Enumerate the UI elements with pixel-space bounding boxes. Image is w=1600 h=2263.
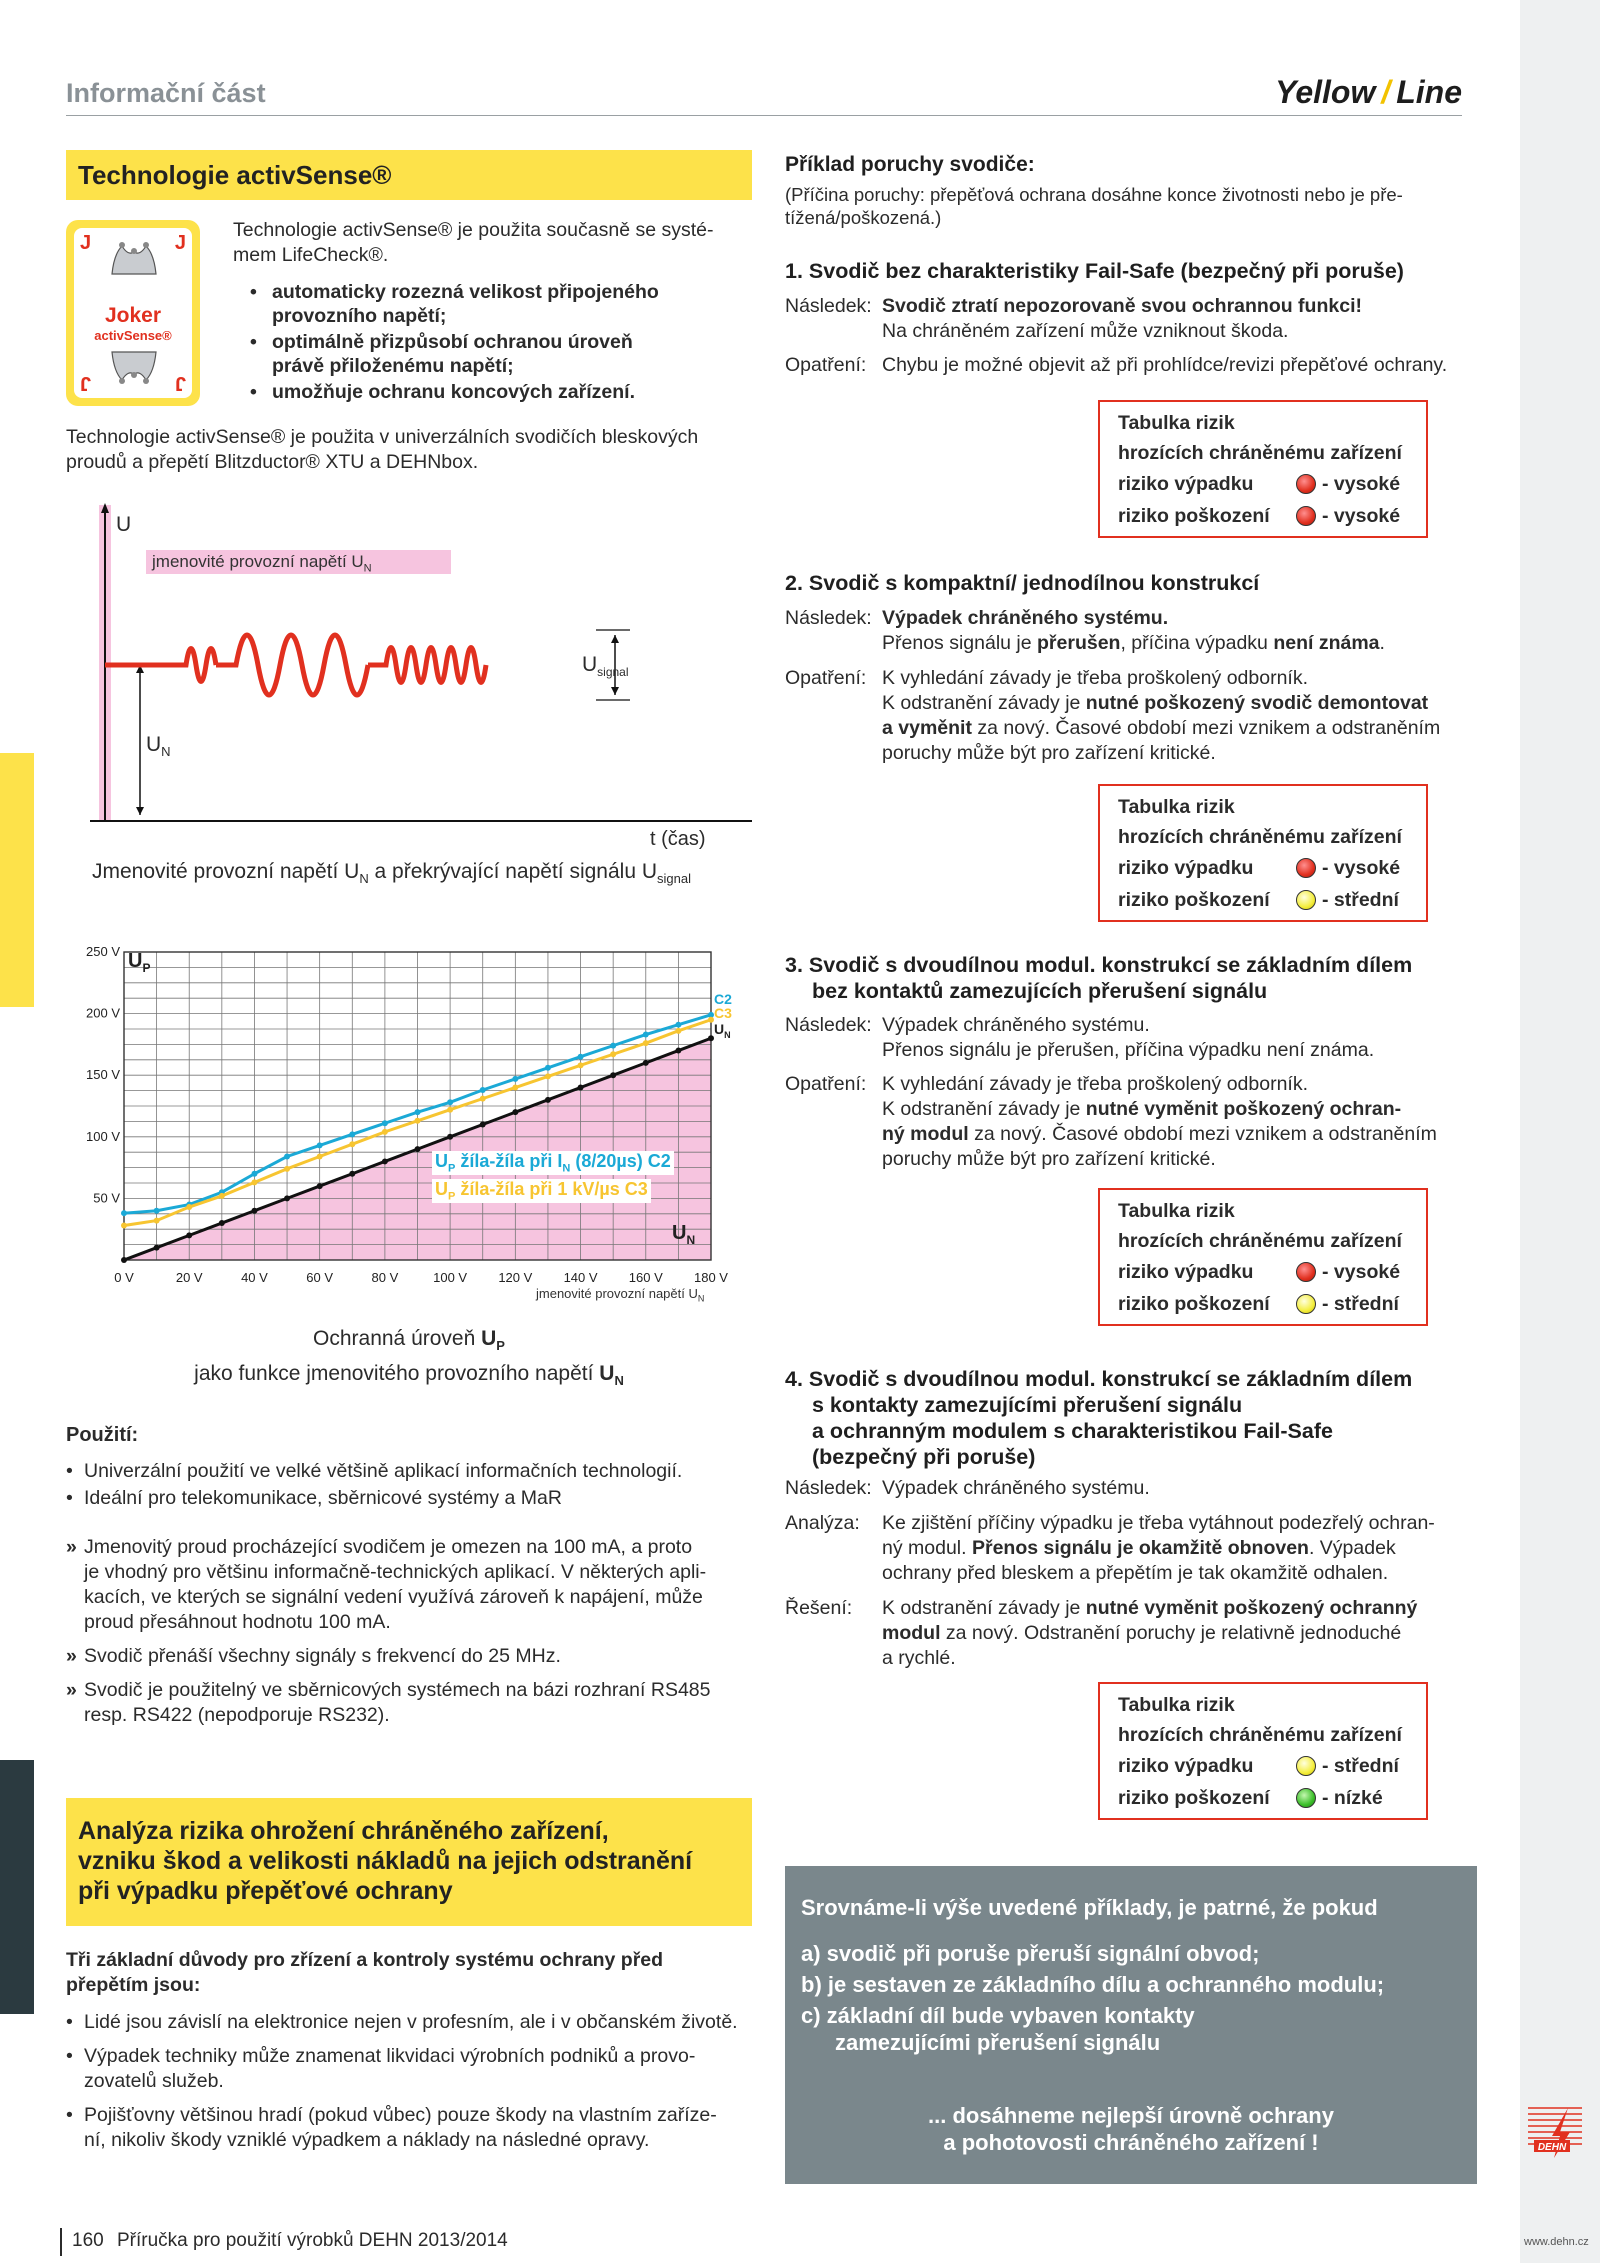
uses-item: • Ideální pro telekomunikace, sběrnicové systémy a MaR [66, 1487, 562, 1509]
risk-row-damage: riziko poškození - vysoké [1118, 505, 1401, 527]
usage-text: Technologie activSense® je použita v univerzálních svodičích bleskových proudů a přepětí Blitzductor® XTU a DEHNbox. [66, 426, 699, 473]
s3-measure-1: K vyhledání závady je třeba proškolený odborník. [882, 1073, 1309, 1095]
note-item: » Jmenovitý proud procházející svodičem je omezen na 100 mA, a proto je vhodný pro většinu informačně-technických aplikací. V některých apli- kacích, ve kterých se signální vedení využívá zároveň k napájení, může proud přesáhnout hodnotu 100 mA. [66, 1536, 707, 1633]
reasons-title: Tři základní důvody pro zřízení a kontroly systému ochrany před přepětím jsou: [66, 1949, 664, 1996]
data-point-c3 [610, 1051, 616, 1057]
joker-name: Joker [104, 304, 162, 327]
activsense-title: Technologie activSense® [66, 150, 752, 200]
data-point-c3 [643, 1040, 649, 1046]
data-point-c3 [512, 1085, 518, 1091]
intro-line: mem LifeCheck®. [233, 244, 389, 266]
data-point-c3 [121, 1223, 127, 1229]
x-tick-label: 80 V [371, 1270, 399, 1285]
label-nasledek: Následek: [785, 1014, 872, 1036]
intro-line: Technologie activSense® je použita současně se systé- [233, 219, 714, 241]
data-point-c3 [154, 1218, 160, 1224]
section-2 [785, 570, 1485, 770]
right-sidebar [1520, 0, 1600, 2263]
corner-j-tr: J [174, 232, 186, 254]
summary-c1: c) základní díl bude vybaven kontakty [801, 2003, 1195, 2028]
s4-solution-2: modul za nový. Odstranění poruchy je relativně jednoduché [882, 1622, 1402, 1644]
fault-example-title: Příklad poruchy svodiče: [785, 153, 1035, 176]
label-nasledek: Následek: [785, 1477, 872, 1499]
feature-item: • umožňuje ochranu koncových zařízení. [250, 381, 635, 403]
data-point-c2 [675, 1022, 681, 1028]
data-point-c3 [284, 1166, 290, 1172]
reason-item: • Pojišťovny většinou hradí (pokud vůbec) pouze škody na vlastním zaříze- ní, nikoliv škody vzniklé výpadkem a náklady na následné opravy. [66, 2104, 717, 2151]
data-point-u [154, 1245, 160, 1251]
s3-consequence-1: Výpadek chráněného systému. [882, 1014, 1150, 1036]
u-axis-label: U [116, 513, 132, 536]
risk-row-failure: riziko výpadku - vysoké [1118, 1261, 1401, 1283]
x-tick-label: 140 V [563, 1270, 598, 1285]
y-tick-label: 250 V [86, 944, 120, 959]
data-point-c3 [578, 1062, 584, 1068]
s4-consequence: Výpadek chráněného systému. [882, 1477, 1150, 1499]
corner-j-bl: J [80, 372, 92, 394]
label-opatreni: Opatření: [785, 354, 867, 376]
s4-analysis-3: ochrany před bleskem a přepětím je tak okamžitě odhalen. [882, 1562, 1389, 1584]
summary-a: a) svodič při poruše přeruší signální obvod; [801, 1941, 1260, 1966]
data-point-u [610, 1072, 616, 1078]
x-tick-label: 40 V [241, 1270, 268, 1285]
uses-list [66, 1459, 766, 1511]
section-title: Informační část [66, 78, 266, 108]
data-point-c3 [545, 1073, 551, 1079]
risk-row-failure: riziko výpadku - střední [1118, 1755, 1399, 1777]
data-point-c2 [610, 1043, 616, 1049]
data-point-c2 [251, 1171, 257, 1177]
s1-consequence-bold: Svodič ztratí nepozorovaně svou ochrannou funkci! [882, 295, 1362, 317]
label-opatreni: Opatření: [785, 667, 867, 689]
risk-row-failure: riziko výpadku - vysoké [1118, 473, 1401, 495]
uses-item: • Univerzální použití ve velké většině aplikací informačních technologií. [66, 1460, 683, 1482]
risk-row-damage: riziko poškození - střední [1118, 889, 1399, 911]
end-label-c3: C3 [714, 1005, 732, 1021]
label-analyza: Analýza: [785, 1512, 860, 1534]
analysis-box [66, 1798, 752, 1926]
s2-measure-1: K vyhledání závady je třeba proškolený odborník. [882, 667, 1309, 689]
caption-line-1: Ochranná úroveň $U_P$ [313, 1327, 505, 1354]
x-tick-label: 60 V [306, 1270, 334, 1285]
section-4 [785, 1366, 1485, 1676]
data-point-u [317, 1183, 323, 1189]
joker-logo-card [74, 228, 192, 398]
data-point-u [284, 1195, 290, 1201]
risk-row-damage: riziko poškození - nízké [1118, 1787, 1383, 1809]
feature-item: • optimálně přizpůsobí ochranou úroveň právě přiloženému napětí; [250, 331, 633, 377]
section-3 [785, 952, 1485, 1182]
data-point-c2 [512, 1076, 518, 1082]
red-status-icon [1296, 858, 1316, 878]
footer-text: Příručka pro použití výrobků DEHN 2013/2014 [116, 2230, 508, 2251]
reason-item: • Výpadek techniky může znamenat likvidaci výrobních podniků a provo- zovatelů služeb. [66, 2045, 696, 2092]
dark-edge-tab [0, 1760, 34, 2014]
data-point-c3 [447, 1107, 453, 1113]
data-point-c2 [545, 1065, 551, 1071]
data-point-c3 [382, 1129, 388, 1135]
uses-title: Použití: [66, 1424, 139, 1446]
s3-measure-2: K odstranění závady je nutné vyměnit poškozený ochran- [882, 1098, 1402, 1120]
reasons-list [66, 2010, 756, 2153]
data-point-u [578, 1085, 584, 1091]
s2-measure-2: K odstranění závady je nutné poškozený svodič demontovat [882, 692, 1429, 714]
data-point-c2 [317, 1142, 323, 1148]
x-tick-label: 0 V [114, 1270, 134, 1285]
data-point-u [219, 1220, 225, 1226]
time-label: t (čas) [650, 828, 706, 850]
green-status-icon [1296, 1788, 1316, 1808]
label-reseni: Řešení: [785, 1597, 853, 1619]
end-label-un: $U_N$ [714, 1021, 731, 1040]
data-point-u [251, 1208, 257, 1214]
usignal-label: $U_{signal}$ [582, 653, 629, 680]
data-point-c2 [447, 1099, 453, 1105]
joker-sub: activSense® [94, 328, 172, 343]
page-header [66, 70, 1462, 116]
jester-hat-icon [108, 240, 160, 276]
risk-row-damage: riziko poškození - střední [1118, 1293, 1399, 1315]
data-point-c2 [121, 1210, 127, 1216]
y-tick-label: 200 V [86, 1005, 120, 1021]
note-item: » Svodič je použitelný ve sběrnicových systémech na bázi rozhraní RS485 resp. RS422 (nepodporuje RS232). [66, 1679, 711, 1726]
data-point-c2 [643, 1032, 649, 1038]
note-item: » Svodič přenáší všechny signály s frekvencí do 25 MHz. [66, 1645, 561, 1667]
end-label-c2: C2 [714, 991, 732, 1007]
fault-example-subtitle: (Příčina poruchy: přepěťová ochrana dosáhne konce životnosti nebo je pře- tížená/poškozená.) [785, 184, 1403, 228]
yellow-status-icon [1296, 1756, 1316, 1776]
x-tick-label: 120 V [498, 1270, 533, 1285]
page-number: 160 [72, 2230, 104, 2251]
summary-b: b) je sestaven ze základního dílu a ochranného modulu; [801, 1972, 1385, 1997]
data-point-u [545, 1097, 551, 1103]
dehn-logo [1524, 2102, 1588, 2164]
data-point-c3 [480, 1096, 486, 1102]
data-point-c2 [349, 1131, 355, 1137]
data-point-c2 [415, 1109, 421, 1115]
yellow-edge-tab [0, 753, 34, 1007]
data-point-c2 [382, 1120, 388, 1126]
data-point-u [512, 1109, 518, 1115]
summary-c2: zamezujícími přerušení signálu [835, 2030, 1161, 2055]
summary-end-2: a pohotovosti chráněného zařízení ! [943, 2130, 1319, 2155]
label-opatreni: Opatření: [785, 1073, 867, 1095]
s3-consequence-2: Přenos signálu je přerušen, příčina výpadku není známa. [882, 1039, 1375, 1061]
diagram1-caption: Jmenovité provozní napětí $U_N$ a překrývající napětí signálu $U_{signal}$ [92, 860, 691, 887]
section-1-title: 1. Svodič bez charakteristiky Fail-Safe (bezpečný při poruše) [785, 259, 1404, 283]
summary-intro: Srovnáme-li výše uvedené příklady, je patrné, že pokud [801, 1895, 1378, 1920]
x-tick-label: 100 V [433, 1270, 468, 1285]
label-nasledek: Následek: [785, 295, 872, 317]
chart-y-axis-label: $U_P$ [128, 950, 151, 975]
joker-logo [66, 220, 200, 406]
s2-consequence-bold: Výpadek chráněného systému. [882, 607, 1169, 629]
s3-measure-4: poruchy může být pro zařízení kritické. [882, 1148, 1216, 1170]
website-url[interactable]: www.dehn.cz [1524, 2236, 1589, 2248]
risk-row-failure: riziko výpadku - vysoké [1118, 857, 1401, 879]
brand-left: Yellow [1275, 74, 1376, 110]
data-point-u [643, 1060, 649, 1066]
data-point-c3 [415, 1118, 421, 1124]
jester-hat-icon-inverted [108, 350, 160, 386]
s4-solution-1: K odstranění závady je nutné vyměnit poškozený ochranný [882, 1597, 1418, 1619]
notes-list [66, 1535, 756, 1728]
section-1 [785, 258, 1485, 388]
data-point-u [349, 1171, 355, 1177]
data-point-c2 [154, 1208, 160, 1214]
s4-solution-3: a rychlé. [882, 1647, 956, 1669]
section-4-title: 4. Svodič s dvoudílnou modul. konstrukcí se základním dílem s kontakty zamezujícími přerušení signálu a ochranným modulem s charakteristikou Fail-Safe (bezpečný při poruše) [785, 1367, 1413, 1469]
un-label: $U_N$ [146, 733, 171, 760]
data-point-u [675, 1048, 681, 1054]
s2-consequence: Přenos signálu je přerušen, příčina výpadku není známa. [882, 632, 1385, 654]
x-tick-label: 180 V [694, 1270, 728, 1285]
un-chart-label: $U_N$ [672, 1222, 696, 1247]
data-point-u [480, 1121, 486, 1127]
risk-table-4: Tabulka rizik hrozících chráněnému zařízení riziko výpadku - střední riziko poškození - nízké [1098, 1682, 1428, 1820]
nominal-voltage-tag: jmenovité provozní napětí $U_N$ [152, 552, 372, 575]
red-status-icon [1296, 474, 1316, 494]
brand-slash: / [1381, 74, 1391, 110]
yellow-status-icon [1296, 1294, 1316, 1314]
y-tick-label: 50 V [93, 1190, 120, 1206]
data-point-c2 [480, 1087, 486, 1093]
red-status-icon [1296, 506, 1316, 526]
chart2-caption [66, 1325, 752, 1395]
s4-analysis-2: ný modul. Přenos signálu je okamžitě obnoven. Výpadek [882, 1537, 1396, 1559]
s2-measure-3: a vyměnit za nový. Časové období mezi vznikem a odstraněním [882, 717, 1441, 739]
x-tick-label: 160 V [628, 1270, 663, 1285]
feature-list [250, 280, 750, 404]
activsense-intro [233, 218, 753, 268]
data-point-c3 [317, 1154, 323, 1160]
analysis-title: Analýza rizika ohrožení chráněného zařízení, vzniku škod a velikosti nákladů na jejich odstranění při výpadku přepěťové ochrany [78, 1817, 693, 1905]
section-3-title: 3. Svodič s dvoudílnou modul. konstrukcí se základním dílem bez kontaktů zamezujících přerušení signálu [785, 953, 1413, 1003]
svg-text:DEHN: DEHN [1537, 2142, 1567, 2153]
risk-table-1: Tabulka rizik hrozících chráněnému zařízení riziko výpadku - vysoké riziko poškození - vysoké [1098, 400, 1428, 538]
data-point-c3 [219, 1193, 225, 1199]
dehn-logo-graphic [1524, 2102, 1588, 2164]
red-status-icon [1296, 1262, 1316, 1282]
summary-end-1: ... dosáhneme nejlepší úrovně ochrany [928, 2103, 1334, 2128]
protection-level-chart [66, 930, 752, 1400]
s2-measure-4: poruchy může být pro zařízení kritické. [882, 742, 1216, 764]
x-tick-label: 20 V [175, 1270, 203, 1285]
s4-analysis-1: Ke zjištění příčiny výpadku je třeba vytáhnout podezřelý ochran- [882, 1512, 1435, 1534]
voltage-signal-diagram [66, 495, 752, 905]
s1-measure: Chybu je možné objevit až při prohlídce/revizi přepěťové ochrany. [882, 354, 1448, 376]
yellow-status-icon [1296, 890, 1316, 910]
legend-c3: $U_P$ žíla-žíla při 1 kV/µs C3 [432, 1179, 651, 1203]
data-point-c2 [284, 1154, 290, 1160]
section-2-title: 2. Svodič s kompaktní/ jednodílnou konstrukcí [785, 571, 1260, 595]
s1-consequence: Na chráněném zařízení může vzniknout škoda. [882, 320, 1289, 342]
corner-j-tl: J [80, 232, 92, 254]
feature-item: • automaticky rozezná velikost připojeného provozního napětí; [250, 281, 659, 327]
chart-x-axis-label: jmenovité provozní napětí $U_N$ [536, 1286, 705, 1304]
data-point-c3 [675, 1028, 681, 1034]
data-point-c2 [578, 1054, 584, 1060]
legend-c2: $U_P$ žíla-žíla při $I_N$ (8/20µs) C2 [432, 1151, 674, 1175]
data-point-c3 [251, 1179, 257, 1185]
page-footer [60, 2230, 508, 2252]
y-tick-label: 150 V [86, 1067, 120, 1083]
risk-table-2: Tabulka rizik hrozících chráněnému zařízení riziko výpadku - vysoké riziko poškození - střední [1098, 784, 1428, 922]
data-point-u [121, 1257, 127, 1263]
data-point-u [382, 1158, 388, 1164]
reason-item: • Lidé jsou závislí na elektronice nejen v profesním, ale i v občanském životě. [66, 2011, 738, 2033]
corner-j-br: J [174, 372, 186, 394]
summary-box [785, 1866, 1477, 2184]
caption-line-2: jako funkce jmenovitého provozního napětí $U_N$ [194, 1362, 624, 1389]
data-point-u [186, 1232, 192, 1238]
brand-right: Line [1396, 74, 1462, 110]
y-tick-label: 100 V [86, 1128, 120, 1144]
label-nasledek: Následek: [785, 607, 872, 629]
risk-table-3: Tabulka rizik hrozících chráněnému zařízení riziko výpadku - vysoké riziko poškození - střední [1098, 1188, 1428, 1326]
data-point-c3 [349, 1141, 355, 1147]
brand-title [1275, 74, 1462, 111]
data-point-u [447, 1134, 453, 1140]
data-point-c3 [186, 1204, 192, 1210]
data-point-u [415, 1146, 421, 1152]
s3-measure-3: ný modul za nový. Časové období mezi vznikem a odstraněním [882, 1123, 1437, 1145]
